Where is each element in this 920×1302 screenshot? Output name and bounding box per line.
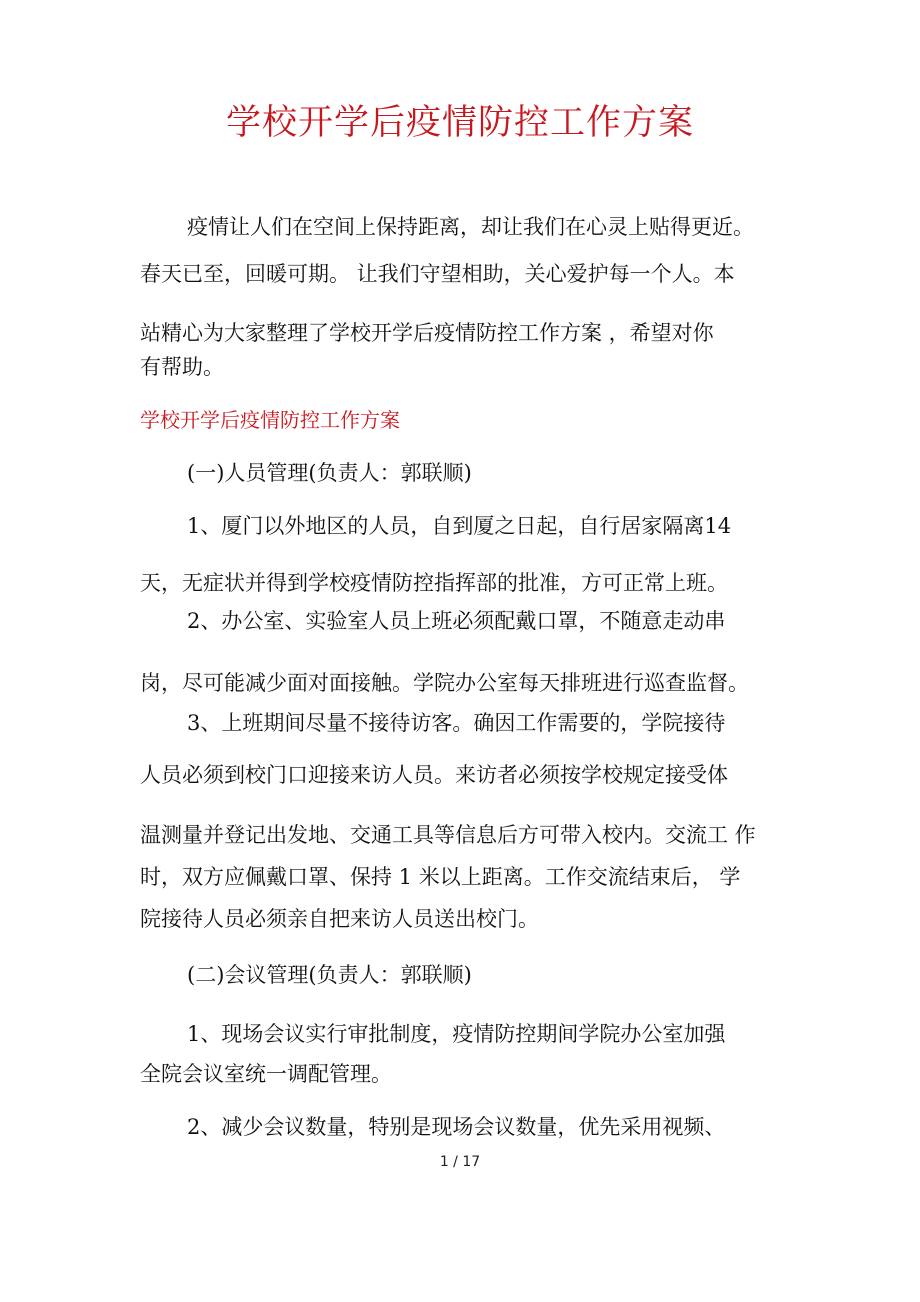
part1-item3-line-5: 院接待人员必须亲自把来访人员送出校门。 <box>140 907 539 931</box>
intro-line-4: 有帮助。 <box>140 355 224 379</box>
part2-heading: (二)会议管理(负责人：郭联顺) <box>187 963 472 987</box>
part1-item3-line-3: 温测量并登记出发地、交通工具等信息后方可带入校内。交流工 作 <box>140 823 756 847</box>
part1-item3-line-1: 3、上班期间尽量不接待访客。确因工作需要的，学院接待 <box>187 711 726 735</box>
part2-item2-line-1: 2、减少会议数量，特别是现场会议数量，优先采用视频、 <box>187 1115 726 1139</box>
part2-item1-line-1: 1、现场会议实行审批制度，疫情防控期间学院办公室加强 <box>187 1022 726 1046</box>
part1-item3-line-2: 人员必须到校门口迎接来访人员。来访者必须按学校规定接受体 <box>140 763 728 787</box>
intro-line-3: 站精心为大家整理了学校开学后疫情防控工作方案 ，希望对你 <box>140 321 714 345</box>
section-heading: 学校开学后疫情防控工作方案 <box>140 408 400 432</box>
part1-item3-line-4: 时，双方应佩戴口罩、保持 1 米以上距离。工作交流结束后， 学 <box>140 865 741 889</box>
part1-item2-line-2: 岗，尽可能减少面对面接触。学院办公室每天排班进行巡查监督。 <box>140 671 749 695</box>
intro-line-1: 疫情让人们在空间上保持距离，却让我们在心灵上贴得更近。 <box>187 215 754 239</box>
part1-item1-line-1: 1、厦门以外地区的人员，自到厦之日起，自行居家隔离14 <box>187 514 732 538</box>
intro-line-2: 春天已至，回暖可期。 让我们守望相助，关心爱护每一个人。本 <box>140 262 735 286</box>
page-number: 1 / 17 <box>439 1154 481 1170</box>
part1-item1-line-2: 天，无症状并得到学校疫情防控指挥部的批准，方可正常上班。 <box>140 571 728 595</box>
part1-heading: (一)人员管理(负责人：郭联顺) <box>187 461 472 485</box>
part1-item2-line-1: 2、办公室、实验室人员上班必须配戴口罩，不随意走动串 <box>187 609 726 633</box>
part2-item1-line-2: 全院会议室统一调配管理。 <box>140 1062 392 1086</box>
document-title: 学校开学后疫情防控工作方案 <box>225 103 694 143</box>
